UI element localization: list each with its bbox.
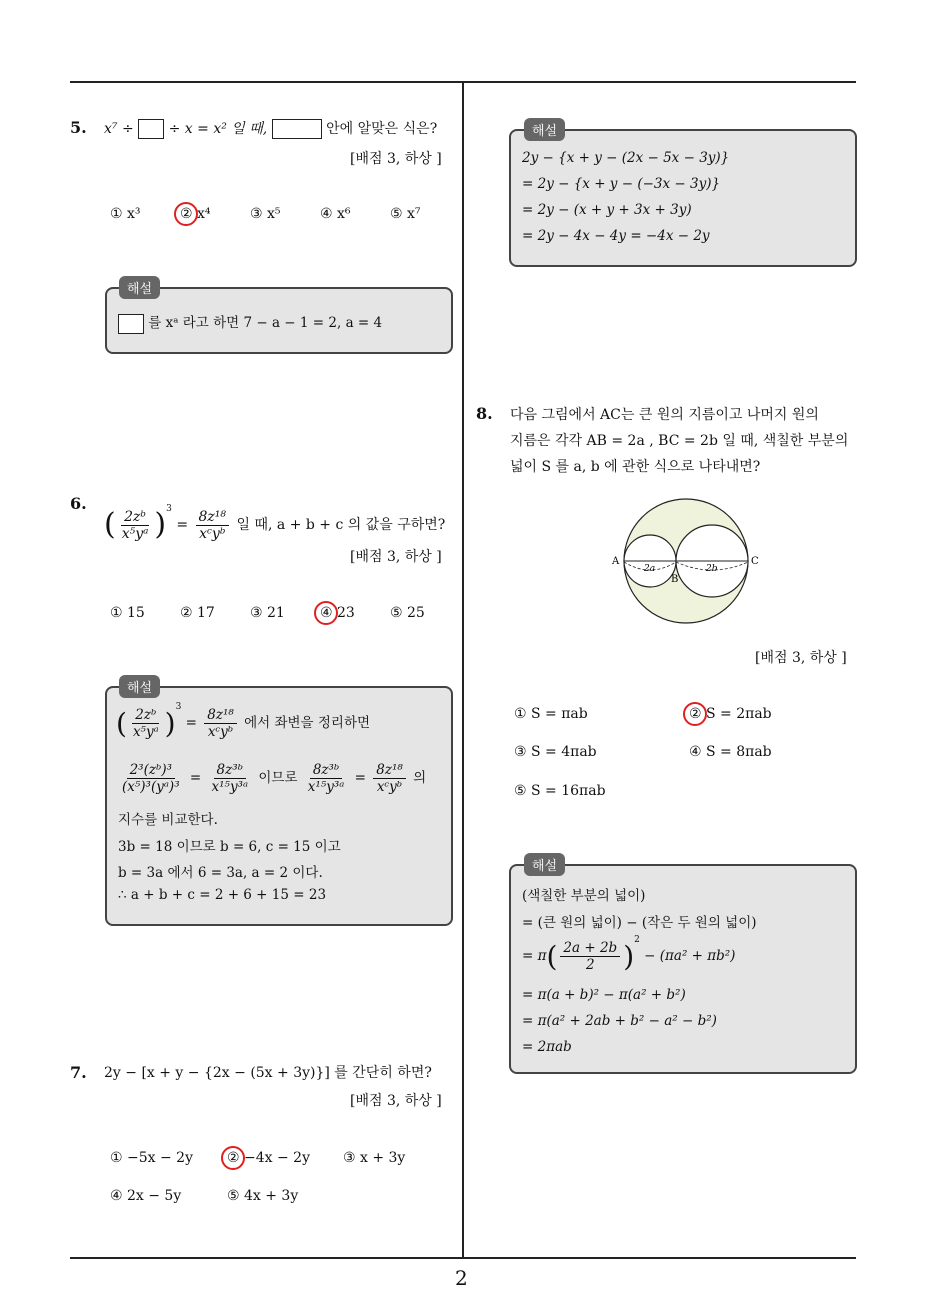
q6-score: [배점 3, 하상 ] xyxy=(350,549,442,565)
q6-text xyxy=(104,496,445,542)
q7-choice-4[interactable]: ④ 2x − 5y xyxy=(110,1188,182,1204)
q7-choice-3[interactable]: ③ x + 3y xyxy=(343,1150,406,1166)
q6-number: 6. xyxy=(70,494,87,513)
q8-choice-3[interactable]: ③ S = 4πab xyxy=(514,744,597,760)
q5-choice-4[interactable]: ④ x⁶ xyxy=(320,206,351,222)
q6-choice-1[interactable]: ① 15 xyxy=(110,605,145,621)
q5-solution-line xyxy=(118,311,382,334)
label-b: B xyxy=(671,574,679,585)
label-seg-a: 2a xyxy=(644,564,656,574)
q8-text-line-3: 넓이 S 를 a, b 에 관한 식으로 나타내면? xyxy=(510,459,761,475)
q7-solution-line-1: 2y − {x + y − (2x − 5x − 3y)} xyxy=(522,150,730,166)
q7-choice-1[interactable]: ① −5x − 2y xyxy=(110,1150,193,1166)
q8-solution-line-5: = π(a² + 2ab + b² − a² − b²) xyxy=(522,1013,717,1029)
q8-solution-line-4: = π(a + b)² − π(a² + b²) xyxy=(522,987,686,1003)
q7-solution-tag: 해설 xyxy=(524,118,565,141)
q6-choice-3[interactable]: ③ 21 xyxy=(250,605,285,621)
q8-number: 8. xyxy=(476,404,493,423)
q7-solution-line-4: = 2y − 4x − 4y = −4x − 2y xyxy=(522,228,710,244)
q5-solution-blank xyxy=(118,314,144,334)
q6-choice-4[interactable]: ④ 23 xyxy=(320,605,355,621)
q5-blank-box-2 xyxy=(272,119,322,139)
q7-answer-circle xyxy=(221,1146,245,1170)
q8-solution-line-6: = 2πab xyxy=(522,1039,572,1055)
q8-choice-2[interactable]: ② S = 2πab xyxy=(689,706,772,722)
q8-solution-line-2: = (큰 원의 넓이) − (작은 두 원의 넓이) xyxy=(522,915,757,931)
q7-text: 2y − [x + y − {2x − (5x + 3y)}] 를 간단히 하면? xyxy=(104,1065,432,1081)
q8-text-line-1: 다음 그림에서 AC는 큰 원의 지름이고 나머지 원의 xyxy=(510,407,819,423)
q7-solution-line-3: = 2y − (x + y + 3x + 3y) xyxy=(522,202,692,218)
q5-text-part1: x⁷ ÷ xyxy=(104,121,134,137)
label-a: A xyxy=(612,556,620,567)
q5-number: 5. xyxy=(70,118,87,137)
q7-solution-line-2: = 2y − {x + y − (−3x − 3y)} xyxy=(522,176,721,192)
q6-paren-close: ) xyxy=(154,507,167,542)
q8-text-line-2: 지름은 각각 AB = 2a , BC = 2b 일 때, 색칠한 부분의 xyxy=(510,433,849,449)
q6-lhs-fraction: $\frac{\text{2zᵇ}}{\text{x⁵yᵃ}}$ xyxy=(121,508,149,542)
q7-choice-5[interactable]: ⑤ 4x + 3y xyxy=(227,1188,299,1204)
q5-solution-text: 를 xᵃ 라고 하면 7 − a − 1 = 2, a = 4 xyxy=(148,315,383,331)
q6-sol-l1-tail: 에서 좌변을 정리하면 xyxy=(244,715,371,731)
q6-answer-circle xyxy=(314,601,338,625)
q6-solution-line-6: ∴ a + b + c = 2 + 6 + 15 = 23 xyxy=(118,887,327,903)
bottom-rule xyxy=(70,1257,856,1259)
q6-equals: = xyxy=(176,517,193,533)
q8-score: [배점 3, 하상 ] xyxy=(755,650,847,666)
q6-solution-line-2: $\frac{\text{2³(zᵇ)³}}{\text{(x⁵)³(yᵃ)³}}$ = $\frac{\text{8z³ᵇ}}{\text{x¹⁵y³ᵃ}}$ 이므로 $\frac{\text{8z³ᵇ}}{\text{x¹⁵y³ᵃ}}$ = $\frac{\text{8z¹⁸}}{\text{xᶜyᵇ}}$ 의 xyxy=(122,762,427,795)
q6-choice-5[interactable]: ⑤ 25 xyxy=(390,605,425,621)
q6-text-tail: 일 때, a + b + c 의 값을 구하면? xyxy=(236,517,446,533)
q8-solution-tag: 해설 xyxy=(524,853,565,876)
q8-choice-1[interactable]: ① S = πab xyxy=(514,706,588,722)
q6-solution-line-4: 3b = 18 이므로 b = 6, c = 15 이고 xyxy=(118,839,341,855)
q6-solution-line-3: 지수를 비교한다. xyxy=(118,812,218,828)
q5-choice-3[interactable]: ③ x⁵ xyxy=(250,206,281,222)
page-number: 2 xyxy=(455,1266,468,1290)
q8-choice-4[interactable]: ④ S = 8πab xyxy=(689,744,772,760)
q5-text xyxy=(104,116,437,142)
q6-solution-tag: 해설 xyxy=(119,675,160,698)
q6-solution-line-1: ( $\frac{\text{2zᵇ}}{\text{x⁵yᵃ}}$ )$^3$ = $\frac{\text{8z¹⁸}}{\text{xᶜyᵇ}}$ 에서 좌변을 정리하면 xyxy=(116,702,371,740)
q6-solution-line-5: b = 3a 에서 6 = 3a, a = 2 이다. xyxy=(118,865,323,881)
column-divider xyxy=(462,83,464,1258)
label-seg-b: 2b xyxy=(706,564,718,574)
q7-number: 7. xyxy=(70,1063,87,1082)
q6-choice-2[interactable]: ② 17 xyxy=(180,605,215,621)
q6-rhs-fraction: $\frac{\text{8z¹⁸}}{\text{xᶜyᵇ}}$ xyxy=(196,509,230,542)
q5-score: [배점 3, 하상 ] xyxy=(350,151,442,167)
q5-choice-1[interactable]: ① x³ xyxy=(110,206,141,222)
q5-text-part2: ÷ x = x² 일 때, xyxy=(168,121,268,137)
q5-solution-tag: 해설 xyxy=(119,276,160,299)
q5-choice-2[interactable]: ② x⁴ xyxy=(180,206,211,222)
q5-blank-box xyxy=(138,119,164,139)
q5-answer-circle xyxy=(174,202,198,226)
q7-choice-2[interactable]: ② −4x − 2y xyxy=(227,1150,310,1166)
q8-solution-line-1: (색칠한 부분의 넓이) xyxy=(522,888,646,904)
q7-score: [배점 3, 하상 ] xyxy=(350,1093,442,1109)
q5-text-part3: 안에 알맞은 식은? xyxy=(326,121,438,137)
q8-circle-figure xyxy=(606,496,766,626)
label-c: C xyxy=(751,556,759,567)
q8-answer-circle xyxy=(683,702,707,726)
q8-solution-line-3: = π( $\frac{2a + 2b}{2}$ )$^2$ − (πa² + πb²) xyxy=(522,935,736,973)
q6-exponent: 3 xyxy=(166,504,172,514)
q6-paren-open: ( xyxy=(104,507,116,542)
q5-choice-5[interactable]: ⑤ x⁷ xyxy=(390,206,421,222)
q8-choice-5[interactable]: ⑤ S = 16πab xyxy=(514,783,606,799)
